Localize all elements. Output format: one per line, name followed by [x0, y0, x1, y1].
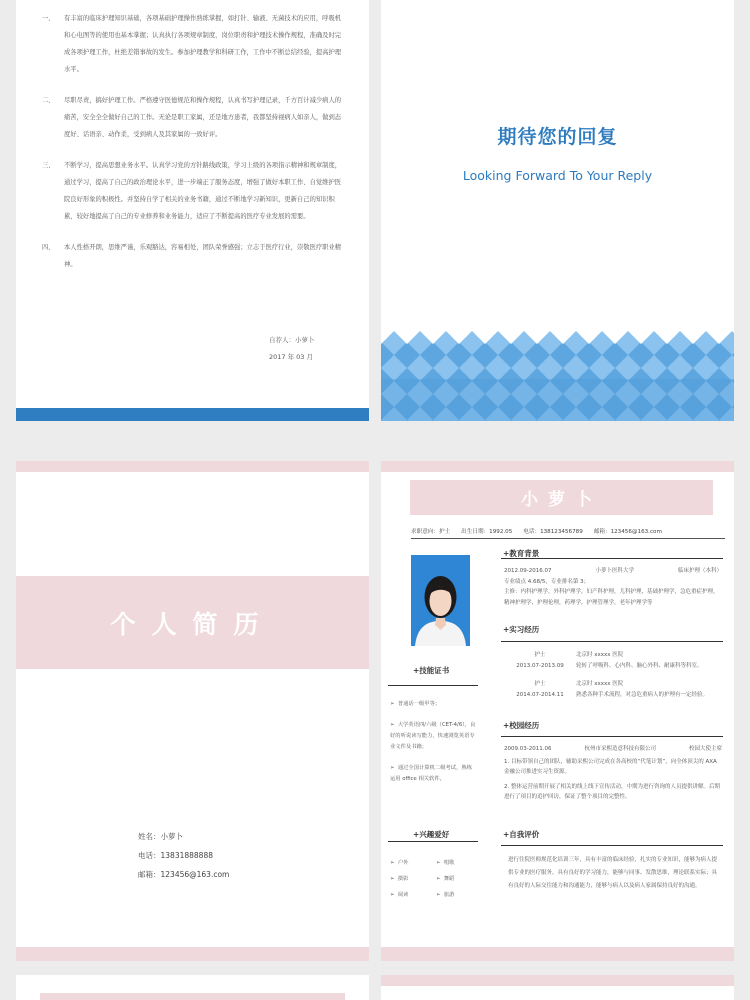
- page-bottom-bar: [16, 947, 369, 961]
- reply-page: [381, 0, 734, 421]
- phone-field: 电话：13812345678​9: [523, 529, 583, 535]
- item-number: 一、: [42, 15, 55, 22]
- cover-phone: 电话：13831888888: [138, 851, 213, 860]
- hobbies-rule: [388, 841, 478, 842]
- letter-signer: 自荐人：小萝卜: [269, 336, 315, 344]
- skill-item: ➢ 通过全国计算机二级考试，熟练运用 office 相关软件。: [390, 765, 472, 782]
- resume-name-band: [410, 480, 713, 515]
- internship-item: [504, 679, 724, 700]
- profile-photo: [411, 555, 470, 646]
- resume-name: 小萝卜: [521, 490, 602, 510]
- page-top-bar: [381, 461, 734, 472]
- hobby-item: ➢ 唱歌: [436, 860, 455, 866]
- letter-item: [42, 10, 342, 78]
- birth-field: 出生日期：1992.05: [461, 529, 513, 535]
- skill-item: ➢ 普通话一级甲等；: [390, 701, 441, 707]
- resume-cover-page: [16, 461, 369, 961]
- intern-role: 护士: [534, 681, 546, 687]
- campus-item: 1. 目标带领自己的团队，辅助采熙公司完成在各高校的“代笔计划”，向全体顶尖的 AXA 金融公司推进实习生资源。: [504, 758, 717, 775]
- campus-role: 校园大使主席: [688, 746, 722, 752]
- evaluation-rule: [501, 845, 723, 846]
- education-block: [504, 566, 722, 608]
- education-heading: +教育背景: [503, 549, 540, 558]
- reply-subtitle: Looking Forward To Your Reply: [462, 168, 653, 183]
- internship-rule: [501, 641, 723, 642]
- campus-block: [504, 744, 722, 803]
- cover-title: 个人简历: [110, 609, 275, 639]
- campus-rule: [501, 736, 723, 737]
- email-field: 邮箱：123456@163.com: [593, 529, 662, 535]
- cover-title-band: [16, 576, 369, 669]
- hobbies-heading: +兴趣爱好: [413, 830, 450, 839]
- campus-org: 杭州市采熙造意科技有限公司: [584, 746, 656, 752]
- intern-period: 2014.07-2014.11: [516, 691, 564, 698]
- item-text: 尽职尽责，搞好护理工作。严格遵守医德规范和操作规程，认真书写护理记录，千方百计减少病人的痛苦，安全全全做好自己的工作。无论是职工家属，还是地方患者，我都坚持视病人如亲人，做到态度好、话语亲、动作柔，受到病人及其家属的一致好评。: [64, 97, 342, 138]
- internship-list: [504, 650, 724, 700]
- cover-contact: [138, 827, 229, 884]
- item-text: 不断学习，提高思想业务水平。认真学习党的方针路线政策，学习上级的各项指示精神和规章制度，通过学习，提高了自己的政治理论水平，进一步端正了服务态度，增强了做好本职工作、自觉维护医院良好形象的积极性。并坚持自学了相关的业务书籍，通过不断地学习新知识，更新自己的知识积累，较好地提高了自己的专业修养和业务能力，适应了不断提高的医疗专业发展的需要。: [64, 162, 342, 220]
- resume-page: [381, 461, 734, 961]
- skills-list: [390, 699, 476, 785]
- evaluation-text: 进行往院医师规范化培训三年，具有丰富的临床经验，扎实的专业知识，能够为病人提供专业的医疗服务。具有良好的学习能力，能够与同事、发散思维，理论联系实际；具有良好的人际交往能力和沟通能力，能够与病人以及病人家属保持良好的沟通。: [508, 857, 718, 889]
- page-footer-bar: [16, 408, 369, 421]
- cover-name: 姓名：小萝卜: [138, 832, 183, 841]
- campus-item: 2. 整体运营前期开展了相关的线上线下宣传活动，中期为进行咨询的人员提供讲解。后期进行了项目的追护回访，保证了整个项目的完整性。: [504, 783, 720, 800]
- intern-desc: 熟悉各种手术流程，对急危重病人的护理有一定经验。: [576, 691, 709, 698]
- evaluation-heading: +自我评价: [503, 830, 540, 839]
- internship-item: [504, 650, 724, 671]
- edu-period: 2012.09-2016.07: [504, 568, 552, 574]
- hobby-item: ➢ 舞蹈: [436, 876, 455, 882]
- item-number: 四、: [42, 244, 55, 251]
- basic-info-row: [411, 527, 725, 539]
- letter-body: [42, 10, 342, 287]
- campus-heading: +校园经历: [503, 721, 540, 730]
- edu-courses: 主修：内科护理学，外科护理学，妇产科护理，儿科护理，基础护理学，急危重症护理，精神护理学，护理伦理，药理学，护理管理学，老年护理学等: [504, 589, 719, 606]
- cover-email: 邮箱：123456@163.com: [138, 870, 230, 879]
- intent-field: 求职意向：护士: [411, 529, 451, 535]
- diamond-pattern: [381, 329, 734, 421]
- hobby-item: ➢ 阅读: [390, 892, 409, 898]
- page-top-bar: [16, 461, 369, 472]
- page-bottom-bar: [381, 947, 734, 961]
- hobby-item: ➢ 旅游: [436, 892, 455, 898]
- edu-gpa: 专业绩点 4.68/5，专业排名第 3；: [504, 578, 590, 585]
- letter-item: [42, 92, 342, 143]
- hobby-item: ➢ 摄影: [390, 876, 409, 882]
- next-page-right: [381, 975, 734, 1000]
- internship-heading: +实习经历: [503, 625, 540, 634]
- item-number: 二、: [42, 97, 55, 104]
- hobby-item: ➢ 户外: [390, 860, 409, 866]
- letter-date: 2017 年 03 月: [269, 353, 314, 361]
- intern-period: 2013.07-2013.09: [516, 662, 564, 669]
- skill-item: ➢ 大学英语四/六级（CET-4/6），良好的听说读写能力，快速浏览英语专业文件及书籍；: [390, 722, 476, 750]
- skills-rule: [388, 685, 478, 686]
- item-text: 本人性格开朗，思维严谨，乐观豁达，容易相处，团队荣誉感强；立志于医疗行业，崇敬医疗职业精神。: [64, 244, 342, 268]
- skills-heading: +技能证书: [413, 666, 450, 675]
- edu-major: 临床护理（本科）: [677, 568, 722, 574]
- letter-item: [42, 157, 342, 225]
- hobbies-list: [390, 855, 480, 903]
- reply-title: 期待您的回复: [497, 126, 618, 148]
- intern-org: 北京时 xxxxx 医院: [576, 652, 624, 658]
- next-page-left: [16, 975, 369, 1000]
- education-rule: [501, 558, 723, 559]
- cover-letter-page: [16, 0, 369, 421]
- item-text: 有丰富的临床护理知识基础，各项基础护理操作熟练掌握，如打针、输液、无菌技术的应用，呼吸机和心电图等的使用也基本掌握；认真执行各项规章制度，岗位职责和护理技术操作规程，准确及时完成各项护理工作，杜绝差错事故的发生。参加护理教学和科研工作，工作中不断总结经验，提高护理水平。: [64, 15, 342, 73]
- intern-desc: 轮转了呼吸科、心内科、脑心外科、耐康科等科室。: [576, 662, 703, 669]
- campus-period: 2009.03-2011.06: [504, 746, 552, 752]
- intern-org: 北京时 xxxxx 医院: [576, 681, 624, 687]
- item-number: 三、: [42, 162, 55, 169]
- intern-role: 护士: [534, 652, 546, 658]
- letter-item: [42, 239, 342, 273]
- edu-school: 小萝卜医科大学: [595, 568, 634, 574]
